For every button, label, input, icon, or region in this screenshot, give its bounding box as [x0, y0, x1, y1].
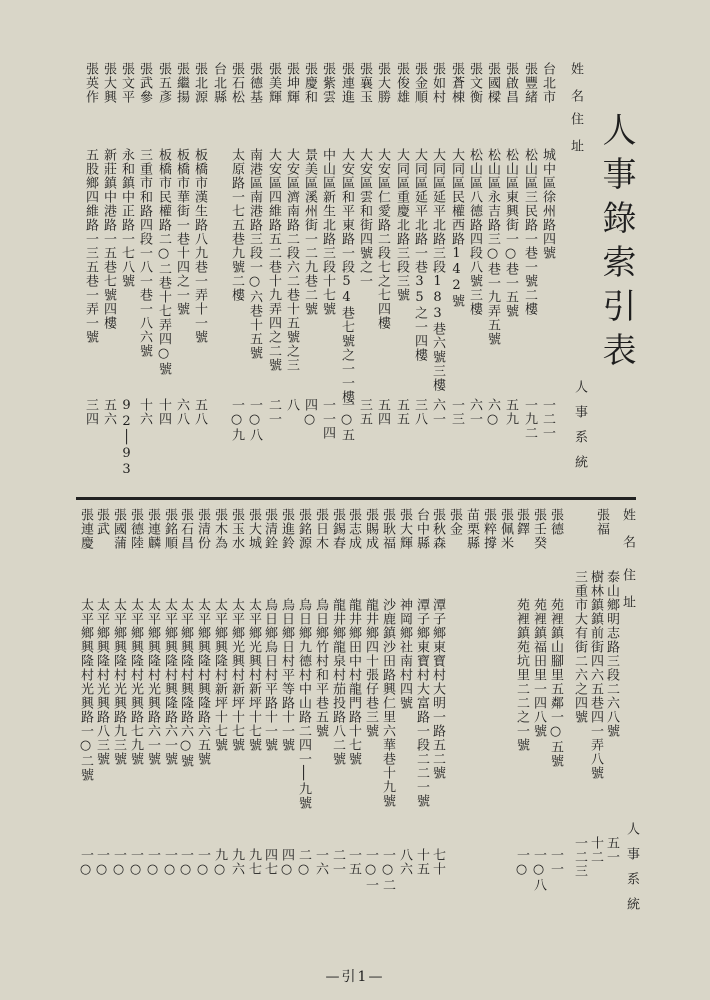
top-row-name: 張蒼棟 — [449, 62, 464, 104]
top-row-page: 三八 — [412, 398, 427, 426]
bottom-row-name: 張金 — [447, 508, 462, 536]
bottom-row-page: 一○ — [514, 848, 529, 878]
top-row-address: 太原路一七五巷九號二樓 — [229, 148, 244, 302]
bottom-row-page: 一○ — [195, 848, 210, 878]
bottom-row-address: 神岡鄉社南村四號 — [397, 598, 412, 710]
top-row-address: 板橋市民權路二○二巷十七弄四○號 — [156, 148, 171, 376]
header-page-label-bottom: 人事系統 — [624, 822, 639, 922]
bottom-row-address: 烏日鄉九德村中山路二四一│九號 — [296, 598, 311, 810]
top-row-page: 92│93 — [119, 398, 134, 478]
bottom-row-page: 四○ — [279, 848, 294, 878]
bottom-row-page: 一○一 — [363, 848, 378, 892]
bottom-row-name: 張佩米 — [498, 508, 513, 550]
page-number: —引1— — [325, 969, 385, 985]
header-name-label: 姓名 — [568, 62, 583, 116]
bottom-row-address: 烏日鄉竹村和平巷五號 — [313, 598, 328, 738]
bottom-row-address: 苑裡鎮苑坑里二二之一號 — [514, 598, 529, 752]
bottom-row-name: 張秋森 — [430, 508, 445, 550]
bottom-row-address: 苑裡鎮福田里一四八號 — [531, 598, 546, 738]
bottom-row-address: 太平鄉興隆村光興路七九號 — [128, 598, 143, 766]
top-row-name: 張德基 — [247, 62, 262, 104]
top-row-name: 張連進 — [339, 62, 354, 104]
bottom-row-name: 張進鈴 — [279, 508, 294, 550]
top-row-name: 張武參 — [137, 62, 152, 104]
top-row-name: 張五彥 — [156, 62, 171, 104]
top-row-name: 張石松 — [229, 62, 244, 104]
top-row-address: 大安區仁愛路二段七之七四樓 — [375, 148, 390, 330]
top-row-name: 張文平 — [119, 62, 134, 104]
top-row-address: 松山區永吉路三○巷一九弄五號 — [485, 148, 500, 346]
header-addr-label-top: 住址 — [568, 112, 583, 166]
top-row-address: 景美區溪州街一二九巷二號 — [302, 148, 317, 316]
bottom-row-name: 張銘順 — [162, 508, 177, 550]
top-row-address: 大安區雲和街四號之一 — [357, 148, 372, 288]
bottom-extra-name: 張福 — [594, 508, 609, 536]
bottom-row-name: 張德陸 — [128, 508, 143, 550]
top-row-page: 一九二 — [522, 398, 537, 440]
bottom-row-page: 一○二 — [380, 848, 395, 892]
top-row-address: 永和鎮中正路一七八號 — [119, 148, 134, 288]
section-divider — [76, 497, 636, 500]
bottom-row-page: 二○ — [296, 848, 311, 878]
bottom-row-address: 太平鄉興隆村光興路九三號 — [111, 598, 126, 766]
bottom-row-address: 太平鄉光興村新坪十七號 — [229, 598, 244, 752]
top-row-name: 台北縣 — [211, 62, 226, 104]
top-row-address: 三重市和路四段一八一巷一八六號 — [137, 148, 152, 358]
bottom-row-name: 張木為 — [212, 508, 227, 550]
top-row-address: 城中區徐州路四號 — [540, 148, 555, 260]
bottom-row-name: 張德 — [548, 508, 563, 536]
top-row-name: 張美輝 — [266, 62, 281, 104]
bottom-row-page: 七十 — [430, 848, 445, 876]
bottom-row-address: 龍井鄉龍泉村茄投路八二號 — [330, 598, 345, 766]
top-row-page: 八 — [284, 398, 299, 412]
bottom-row-name: 張大輝 — [397, 508, 412, 550]
top-row-page: 十六 — [137, 398, 152, 426]
top-row-name: 張慶和 — [302, 62, 317, 104]
top-row-name: 張北源 — [192, 62, 207, 104]
top-row-page: 四○ — [302, 398, 317, 428]
top-row-address: 大同區延平北路一巷35之一四樓 — [412, 148, 427, 362]
bottom-row-address: 潭子鄉東寶村大富路一段二二一號 — [414, 598, 429, 808]
bottom-row-page: 一○ — [111, 848, 126, 878]
top-row-page: 六一 — [430, 398, 445, 426]
bottom-row-address: 太平鄉興隆村興隆路六○號 — [178, 598, 193, 768]
top-row-address: 松山區八德路四段八號三樓 — [467, 148, 482, 316]
top-row-address: 大同區重慶北路三段三號 — [394, 148, 409, 302]
bottom-row-name: 張清份 — [195, 508, 210, 550]
top-row-page: 二一 — [266, 398, 281, 426]
header-addr-label-bottom: 住址 — [620, 568, 635, 622]
top-row-page: 三四 — [83, 398, 98, 426]
bottom-row-address: 太平鄉興隆村光興路一○二號 — [78, 598, 93, 782]
top-row-name: 張國樑 — [485, 62, 500, 104]
bottom-row-name: 張志成 — [346, 508, 361, 550]
bottom-row-page: 一五 — [346, 848, 361, 876]
top-row-address: 板橋市漢生路八九巷一弄十一號 — [192, 148, 207, 344]
top-row-address: 南港區南港路三段一○六巷十五號 — [247, 148, 262, 360]
bottom-row-page: 一六 — [313, 848, 328, 876]
top-row-page: 六八 — [174, 398, 189, 426]
bottom-row-address: 苑裡鎮山腳里五鄰一○五號 — [548, 598, 563, 768]
top-row-page: 五五 — [394, 398, 409, 426]
bottom-row-page: 一一 — [548, 848, 563, 876]
bottom-row-name: 張石昌 — [178, 508, 193, 550]
bottom-row-page: 一○ — [78, 848, 93, 878]
top-row-name: 張坤輝 — [284, 62, 299, 104]
top-row-page: 五八 — [192, 398, 207, 426]
bottom-row-page: 一○ — [94, 848, 109, 878]
top-row-address: 松山區東興街一○巷一五號 — [503, 148, 518, 318]
top-row-page: 一二一 — [540, 398, 555, 440]
bottom-row-name: 張銘源 — [296, 508, 311, 550]
top-row-address: 新莊鎮中港路一五巷七號四樓 — [101, 148, 116, 330]
bottom-row-page: 一○ — [128, 848, 143, 878]
bottom-row-page: 九○ — [212, 848, 227, 878]
top-row-name: 張俊雄 — [394, 62, 409, 104]
top-row-page: 六一 — [467, 398, 482, 426]
bottom-row-name: 張壬癸 — [531, 508, 546, 550]
bottom-row-address: 太平鄉興隆村興隆路六五號 — [195, 598, 210, 766]
bottom-row-page: 十五 — [414, 848, 429, 876]
bottom-extra-p2: 十二 — [588, 836, 603, 864]
top-row-page: 五九 — [503, 398, 518, 426]
bottom-row-name: 張賜成 — [363, 508, 378, 550]
top-row-name: 張啟昌 — [503, 62, 518, 104]
top-row-name: 張繼揚 — [174, 62, 189, 104]
bottom-extra-addr3: 泰山鄉明志路三段二六八號 — [604, 570, 619, 738]
bottom-extra-p3: 五一 — [604, 836, 619, 864]
bottom-row-name: 張鐸 — [514, 508, 529, 536]
bottom-row-page: 二一 — [330, 848, 345, 876]
bottom-row-name: 苗栗縣 — [464, 508, 479, 550]
bottom-row-name: 張日木 — [313, 508, 328, 550]
top-row-page: 五六 — [101, 398, 116, 426]
top-row-page: 十四 — [156, 398, 171, 426]
bottom-row-address: 太平鄉興隆村新坪十七號 — [212, 598, 227, 752]
bottom-row-page: 四七 — [262, 848, 277, 876]
bottom-extra-p1: 一二三 — [572, 836, 587, 878]
top-row-page: 一三 — [449, 398, 464, 426]
top-row-page: 一○九 — [229, 398, 244, 442]
top-row-name: 台北市 — [540, 62, 555, 104]
bottom-row-name: 台中縣 — [414, 508, 429, 550]
top-row-name: 張豐緒 — [522, 62, 537, 104]
top-row-page: 三五 — [357, 398, 372, 426]
top-row-address: 松山區三民路一巷一號二樓 — [522, 148, 537, 316]
header-name-label-bottom: 姓名 — [620, 508, 635, 562]
bottom-row-address: 龍井鄉田中村龍門路十七號 — [346, 598, 361, 766]
bottom-row-address: 太平鄉興隆村光興路六一號 — [145, 598, 160, 766]
top-row-address: 中山區新生北路三段十七號 — [320, 148, 335, 316]
bottom-row-address: 太平鄉興隆村興隆路六一號 — [162, 598, 177, 766]
top-row-page: 一○八 — [247, 398, 262, 442]
bottom-row-address: 潭子鄉東寶村大明一路五二號 — [430, 598, 445, 780]
top-row-address: 五股鄉四維路一三五巷一弄一號 — [83, 148, 98, 344]
bottom-row-name: 張粹撐 — [481, 508, 496, 550]
bottom-row-name: 張國蒲 — [111, 508, 126, 550]
bottom-row-name: 張大城 — [246, 508, 261, 550]
top-row-name: 張金順 — [412, 62, 427, 104]
bottom-row-address: 烏日鄉烏日村平路十一號 — [262, 598, 277, 752]
top-row-page: 五四 — [375, 398, 390, 426]
bottom-row-name: 張玉水 — [229, 508, 244, 550]
bottom-row-name: 張清銓 — [262, 508, 277, 550]
bottom-row-name: 張連慶 — [78, 508, 93, 550]
page-title: 人事錄索引表 — [596, 112, 636, 376]
top-row-page: 一○五 — [339, 398, 354, 442]
top-row-page: 一一四 — [320, 398, 335, 440]
bottom-extra-addr2: 樹林鎮鎮前街四六五巷四一弄八號 — [588, 570, 603, 780]
bottom-row-name: 張耿福 — [380, 508, 395, 550]
bottom-row-address: 沙鹿鎮沙田路興仁里六華巷十九號 — [380, 598, 395, 808]
top-row-address: 大安區四維路五二巷十九弄四之二號 — [266, 148, 281, 372]
bottom-row-page: 八六 — [397, 848, 412, 876]
bottom-row-address: 烏日鄉日村平等路十一號 — [279, 598, 294, 752]
top-row-name: 張襄玉 — [357, 62, 372, 104]
top-row-name: 張如村 — [430, 62, 445, 104]
header-page-label-top: 人事系統 — [572, 380, 587, 480]
top-row-address: 大安區和平東路一段54巷七號之一一樓 — [339, 148, 354, 404]
bottom-row-address: 龍井鄉四十張仔巷三號 — [363, 598, 378, 738]
bottom-row-page: 一○八 — [531, 848, 546, 892]
top-row-address: 大安區濟南路二段六二巷十五號之三 — [284, 148, 299, 372]
top-row-page: 六○ — [485, 398, 500, 428]
bottom-row-page: 一○ — [162, 848, 177, 878]
bottom-extra-addr: 三重市大有街二六之四號 — [572, 570, 587, 724]
bottom-row-address: 太平鄉興隆村光興路八三號 — [94, 598, 109, 766]
bottom-row-name: 張錫春 — [330, 508, 345, 550]
bottom-row-page: 一○ — [145, 848, 160, 878]
top-row-address: 板橋市華街一巷十四之一號 — [174, 148, 189, 316]
top-row-name: 張文衡 — [467, 62, 482, 104]
top-row-address: 大同區民權西路142號 — [449, 148, 464, 308]
bottom-row-name: 張武 — [94, 508, 109, 536]
bottom-row-page: 一○ — [178, 848, 193, 878]
bottom-row-address: 太平鄉光興村新坪十七號 — [246, 598, 261, 752]
top-row-address: 大同區延平北路三段183巷六號三樓 — [430, 148, 445, 392]
top-row-name: 張紫雲 — [320, 62, 335, 104]
bottom-row-page: 九七 — [246, 848, 261, 876]
bottom-row-page: 九六 — [229, 848, 244, 876]
bottom-row-name: 張連麟 — [145, 508, 160, 550]
top-row-name: 張大勝 — [375, 62, 390, 104]
top-row-name: 張大興 — [101, 62, 116, 104]
top-row-name: 張英作 — [83, 62, 98, 104]
